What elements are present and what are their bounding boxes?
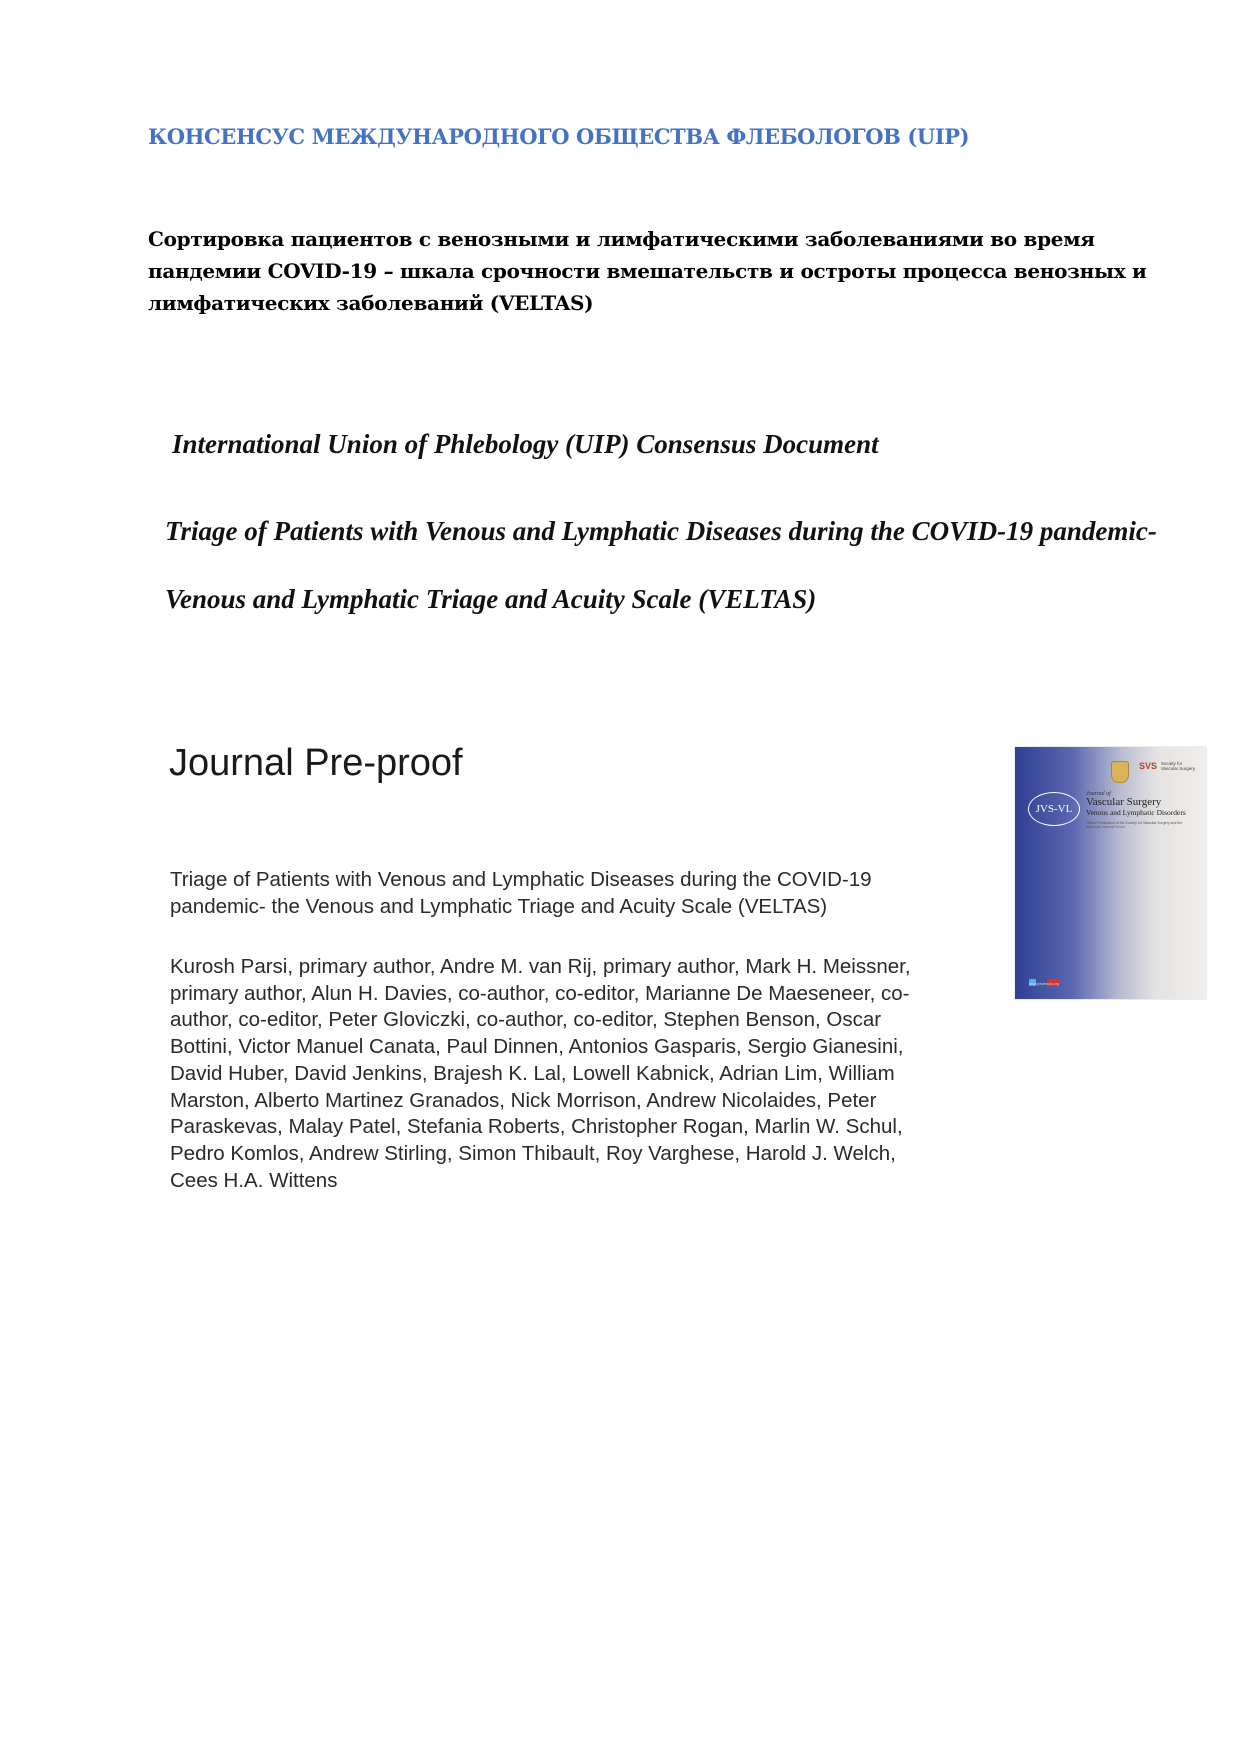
article-title-line: Triage of Patients with Venous and Lymphatic Diseases during the COVID-19 bbox=[170, 868, 872, 891]
author-line: Bottini, Victor Manuel Canata, Paul Dinnen, Antonios Gasparis, Sergio Gianesini, bbox=[170, 1035, 904, 1059]
article-title bbox=[170, 866, 950, 920]
social-icons bbox=[1029, 971, 1061, 979]
journal-of-label: Journal of bbox=[1086, 791, 1111, 797]
ru-title bbox=[148, 223, 1208, 319]
svs-logo: SVS bbox=[1139, 761, 1158, 771]
en-title-line1: Triage of Patients with Venous and Lymphatic Diseases during the COVID-19 pandemic- bbox=[165, 516, 1157, 546]
author-line: primary author, Alun H. Davies, co-author, co-editor, Marianne De Maeseneer, co- bbox=[170, 981, 910, 1005]
journal-name: Vascular Surgery bbox=[1086, 796, 1162, 808]
ru-heading: КОНСЕНСУС МЕЖДУНАРОДНОГО ОБЩЕСТВА ФЛЕБОЛОГОВ (UIP) bbox=[148, 124, 970, 149]
author-line: Pedro Komlos, Andrew Stirling, Simon Thibault, Roy Varghese, Harold J. Welch, bbox=[170, 1141, 896, 1165]
cover-fine-print: Official Publication of the Society for Vascular Surgery and the American Venous Forum bbox=[1086, 821, 1183, 829]
society-crest-icon bbox=[1111, 761, 1129, 783]
ru-title-line: лимфатических заболеваний (VELTAS) bbox=[148, 291, 594, 315]
jvs-vl-badge: JVS-VL bbox=[1028, 792, 1080, 826]
author-line: author, co-editor, Peter Gloviczki, co-author, co-editor, Stephen Benson, Oscar bbox=[170, 1008, 882, 1032]
en-doc-title: International Union of Phlebology (UIP) Consensus Document bbox=[172, 429, 879, 459]
author-line: Cees H.A. Wittens bbox=[170, 1168, 338, 1192]
en-title-line2: Venous and Lymphatic Triage and Acuity Scale (VELTAS) bbox=[165, 584, 817, 614]
author-line: Paraskevas, Malay Patel, Stefania Roberts, Christopher Rogan, Marlin W. Schul, bbox=[170, 1115, 903, 1139]
author-line: Kurosh Parsi, primary author, Andre M. van Rij, primary author, Mark H. Meissner, bbox=[170, 955, 911, 978]
author-line: David Huber, David Jenkins, Brajesh K. Lal, Lowell Kabnick, Adrian Lim, William bbox=[170, 1061, 895, 1085]
author-line: Marston, Alberto Martinez Granados, Nick Morrison, Andrew Nicolaides, Peter bbox=[170, 1088, 877, 1112]
svs-subtitle: Society for Vascular Surgery bbox=[1161, 761, 1196, 771]
author-list bbox=[170, 954, 990, 1194]
ru-title-line: Сортировка пациентов с венозными и лимфатическими заболеваниями во время bbox=[148, 227, 1095, 251]
journal-preproof-label: Journal Pre-proof bbox=[169, 742, 463, 784]
journal-url: www.jvsvenous.org bbox=[1029, 982, 1059, 986]
ru-title-line: пандемии COVID-19 – шкала срочности вмешательств и остроты процесса венозных и bbox=[148, 259, 1147, 283]
article-title-line: pandemic- the Venous and Lymphatic Triage and Acuity Scale (VELTAS) bbox=[170, 895, 828, 918]
journal-cover-image bbox=[1015, 747, 1206, 999]
journal-subtitle: Venous and Lymphatic Disorders bbox=[1086, 808, 1186, 817]
